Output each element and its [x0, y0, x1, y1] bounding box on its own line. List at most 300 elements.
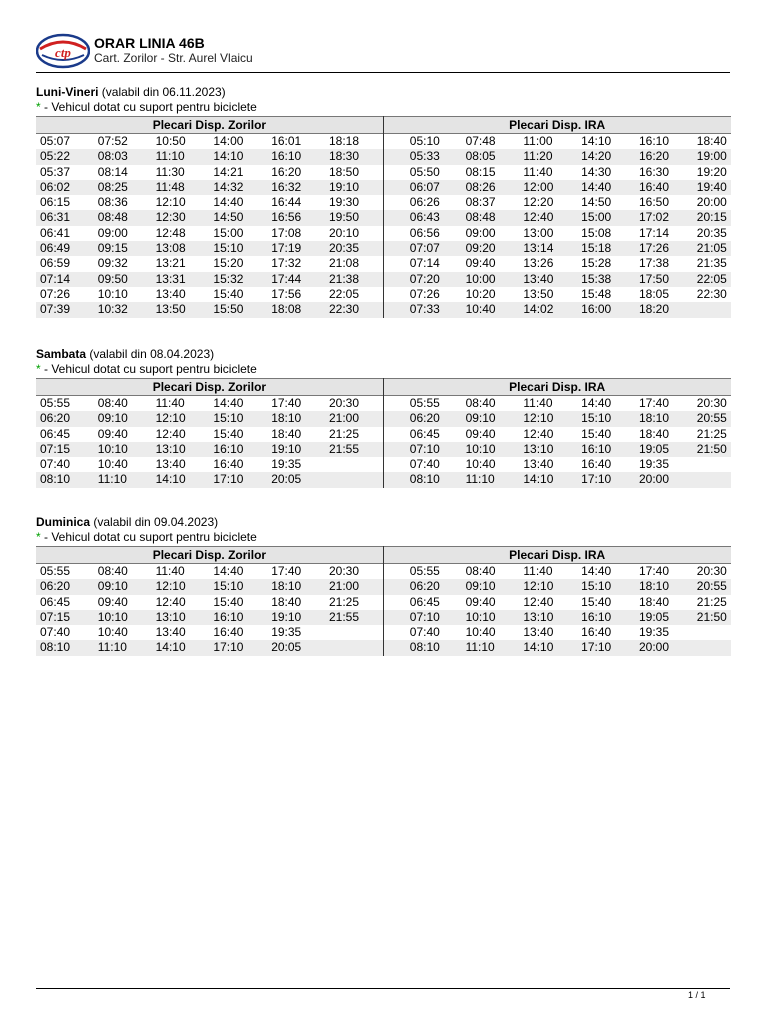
- departure-time: 11:10: [155, 149, 185, 164]
- departure-time: 16:30: [638, 164, 669, 179]
- departure-time: 18:08: [271, 302, 302, 317]
- departure-time: 14:30: [581, 164, 612, 179]
- departure-time: 11:10: [97, 472, 127, 487]
- departure-time: 20:00: [638, 472, 669, 487]
- departure-time: 21:05: [696, 241, 727, 256]
- departure-time: 09:00: [465, 225, 496, 240]
- departure-time: 21:25: [696, 426, 727, 441]
- departure-time: 09:10: [97, 411, 128, 426]
- departure-time: 17:44: [271, 271, 302, 286]
- departure-time: 07:40: [40, 625, 71, 640]
- departure-time: [325, 472, 383, 487]
- departure-time: 18:40: [271, 426, 302, 441]
- table-row: [384, 472, 731, 487]
- departure-time: 16:44: [271, 195, 302, 210]
- table-row: [36, 442, 383, 457]
- bike-note: [36, 100, 730, 115]
- day-label: Luni-Vineri: [36, 85, 99, 99]
- bike-note: [36, 530, 730, 545]
- departure-time: 08:10: [409, 472, 440, 487]
- section-title: [36, 514, 730, 530]
- departure-time: 12:10: [155, 195, 186, 210]
- departure-time: 07:33: [409, 302, 440, 317]
- departure-time: 10:10: [97, 441, 128, 456]
- departure-time: 18:30: [328, 149, 360, 164]
- departure-time: 13:40: [155, 625, 186, 640]
- departure-time: 05:33: [409, 149, 440, 164]
- departure-time: 17:10: [581, 472, 612, 487]
- departure-time: 08:40: [465, 396, 496, 410]
- departure-time: 17:56: [271, 286, 302, 301]
- departure-time: 07:39: [40, 302, 71, 317]
- departure-time: 06:56: [409, 225, 440, 240]
- departure-time: 06:15: [40, 195, 71, 210]
- table-row: [36, 472, 383, 487]
- departure-time: 13:40: [155, 457, 186, 472]
- table-row: [384, 241, 731, 256]
- departure-time: 13:40: [523, 625, 554, 640]
- departure-time: 16:56: [271, 210, 302, 225]
- table-row: [384, 287, 731, 302]
- departure-time: 15:48: [581, 286, 612, 301]
- table-row: [384, 427, 731, 442]
- table-header: Plecari Disp. Zorilor: [36, 378, 383, 396]
- departure-time: 11:10: [465, 640, 495, 655]
- table-row: [384, 411, 731, 426]
- departure-time: 20:30: [696, 564, 727, 578]
- departure-time: 05:50: [409, 164, 440, 179]
- table-row: [36, 165, 383, 180]
- table-row: [36, 256, 383, 271]
- departure-time: 18:10: [638, 579, 669, 594]
- table-row: [36, 226, 383, 241]
- table-header: Plecari Disp. IRA: [384, 378, 731, 396]
- departure-time: 13:10: [523, 441, 554, 456]
- departure-time: 10:32: [97, 302, 128, 317]
- departure-time: 21:00: [328, 411, 360, 426]
- departure-time: 17:02: [638, 210, 669, 225]
- valid-from-label: (valabil din 06.11.2023): [101, 85, 226, 99]
- departure-time: 12:30: [155, 210, 186, 225]
- departure-time: 11:40: [155, 396, 185, 410]
- departure-time: 12:40: [523, 594, 554, 609]
- departure-time: 22:30: [696, 286, 727, 301]
- departure-time: 19:35: [638, 625, 669, 640]
- departure-time: 13:50: [523, 286, 554, 301]
- departure-time: 15:10: [213, 411, 244, 426]
- table-row: [384, 625, 731, 640]
- departure-time: 14:40: [213, 396, 244, 410]
- departure-time: 08:40: [97, 564, 128, 578]
- departure-time: 13:14: [523, 241, 554, 256]
- departure-time: 19:00: [696, 149, 727, 164]
- departure-time: 05:55: [409, 564, 440, 578]
- bike-note-text: - Vehicul dotat cu suport pentru biciclete: [40, 100, 257, 114]
- departure-time: 11:40: [155, 564, 185, 578]
- departure-time: 08:03: [97, 149, 128, 164]
- departure-time: 08:15: [465, 164, 496, 179]
- departure-time: 20:30: [696, 396, 727, 410]
- departure-time: 09:40: [97, 426, 128, 441]
- departure-time: 13:21: [155, 256, 186, 271]
- table-row: [384, 564, 731, 579]
- departure-time: 07:10: [409, 609, 440, 624]
- departure-time: 09:10: [97, 579, 128, 594]
- departure-time: 20:15: [696, 210, 727, 225]
- departure-time: 12:10: [523, 579, 554, 594]
- page-header: [36, 30, 730, 72]
- departure-time: 10:00: [465, 271, 496, 286]
- departure-time: 19:35: [271, 457, 302, 472]
- departure-time: 08:10: [40, 640, 71, 655]
- departure-time: 19:35: [638, 457, 669, 472]
- table-header: Plecari Disp. Zorilor: [36, 546, 383, 564]
- departure-time: 12:40: [155, 426, 186, 441]
- table-row: [384, 610, 731, 625]
- departure-time: 20:55: [696, 411, 727, 426]
- departure-time: 17:40: [638, 564, 669, 578]
- departure-time: 15:28: [581, 256, 612, 271]
- departure-time: 05:37: [40, 164, 71, 179]
- departure-time: 10:10: [465, 441, 496, 456]
- departure-time: 08:48: [465, 210, 496, 225]
- bike-note-star: *: [36, 100, 41, 114]
- departure-time: 17:14: [638, 225, 669, 240]
- departure-time: 06:45: [40, 594, 71, 609]
- departure-time: 19:05: [638, 609, 669, 624]
- departure-time: 13:31: [155, 271, 186, 286]
- departure-time: 13:40: [523, 457, 554, 472]
- departure-time: 07:26: [40, 286, 71, 301]
- departure-time: 06:43: [409, 210, 440, 225]
- departure-time: 07:40: [40, 457, 71, 472]
- departure-time: 06:07: [409, 179, 440, 194]
- departure-time: 07:14: [409, 256, 440, 271]
- departure-time: 09:32: [97, 256, 128, 271]
- table-row: [384, 134, 731, 149]
- departure-time: 07:20: [409, 271, 440, 286]
- departure-time: 20:10: [328, 225, 360, 240]
- departure-time: 05:55: [40, 396, 71, 410]
- departure-time: 10:10: [97, 286, 128, 301]
- departure-time: 19:05: [638, 441, 669, 456]
- departure-time: 21:38: [328, 271, 360, 286]
- departure-time: 14:40: [213, 195, 244, 210]
- departure-time: 15:38: [581, 271, 612, 286]
- departure-time: 09:15: [97, 241, 128, 256]
- departure-time: 15:40: [213, 426, 244, 441]
- departure-time: 10:20: [465, 286, 496, 301]
- departure-time: 09:40: [465, 426, 496, 441]
- departure-time: 08:40: [465, 564, 496, 578]
- departure-time: 06:20: [409, 579, 440, 594]
- departure-time: 20:05: [271, 472, 302, 487]
- bike-note-text: - Vehicul dotat cu suport pentru biciclete: [40, 362, 257, 376]
- departure-time: 20:00: [638, 640, 669, 655]
- departure-time: 08:48: [97, 210, 128, 225]
- departure-time: 16:40: [638, 179, 669, 194]
- departure-time: 16:50: [638, 195, 669, 210]
- departure-time: 10:10: [465, 609, 496, 624]
- departure-time: 05:22: [40, 149, 71, 164]
- departure-time: 10:40: [97, 625, 128, 640]
- departure-time: 06:20: [40, 411, 71, 426]
- departure-time: 18:20: [638, 302, 669, 317]
- departure-time: 17:38: [638, 256, 669, 271]
- departure-time: 12:40: [155, 594, 186, 609]
- departure-time: 11:20: [523, 149, 553, 164]
- departure-time: 06:45: [409, 594, 440, 609]
- departure-time: 06:45: [40, 426, 71, 441]
- departure-time: 15:10: [581, 579, 612, 594]
- departure-time: 06:49: [40, 241, 71, 256]
- departure-time: 14:10: [155, 640, 186, 655]
- departure-time: 07:10: [409, 441, 440, 456]
- table-row: [36, 396, 383, 411]
- svg-text:ctp: ctp: [55, 45, 71, 60]
- bike-note-text: - Vehicul dotat cu suport pentru biciclete: [40, 530, 257, 544]
- departure-time: 05:07: [40, 134, 71, 148]
- departure-time: 14:10: [523, 640, 554, 655]
- departure-time: 16:10: [581, 441, 612, 456]
- departure-time: 16:10: [271, 149, 302, 164]
- valid-from-label: (valabil din 09.04.2023): [93, 515, 219, 529]
- table-row: [384, 195, 731, 210]
- departure-time: 11:40: [523, 396, 553, 410]
- departure-time: 08:14: [97, 164, 128, 179]
- bike-note-star: *: [36, 530, 41, 544]
- departure-time: 13:40: [523, 271, 554, 286]
- departure-time: 20:35: [328, 241, 360, 256]
- departure-time: 15:40: [581, 426, 612, 441]
- departure-time: 14:21: [213, 164, 244, 179]
- departure-time: 14:00: [213, 134, 244, 148]
- departure-time: 12:20: [523, 195, 554, 210]
- departure-time: 16:10: [213, 441, 244, 456]
- table-row: [384, 256, 731, 271]
- schedule-section: [36, 514, 730, 656]
- departure-time: 07:15: [40, 441, 71, 456]
- departure-time: 15:32: [213, 271, 244, 286]
- departure-time: 13:26: [523, 256, 554, 271]
- departure-time: 13:10: [155, 441, 186, 456]
- table-row: [384, 457, 731, 472]
- ira-departures-table: [384, 116, 731, 318]
- departure-time: 18:10: [271, 579, 302, 594]
- table-header: Plecari Disp. IRA: [384, 546, 731, 564]
- departure-time: 16:20: [271, 164, 302, 179]
- table-header: Plecari Disp. Zorilor: [36, 116, 383, 134]
- departure-time: 21:00: [328, 579, 360, 594]
- departure-time: 06:20: [409, 411, 440, 426]
- departure-time: 21:50: [696, 609, 727, 624]
- table-row: [36, 195, 383, 210]
- table-row: [36, 287, 383, 302]
- table-row: [36, 625, 383, 640]
- departure-time: 11:40: [523, 164, 553, 179]
- departure-time: 20:30: [328, 396, 360, 410]
- departure-time: 21:25: [328, 594, 360, 609]
- departure-time: 06:02: [40, 179, 71, 194]
- departure-time: 09:10: [465, 411, 496, 426]
- departure-time: 15:10: [581, 411, 612, 426]
- departure-time: 21:25: [328, 426, 360, 441]
- valid-from-label: (valabil din 08.04.2023): [89, 347, 215, 361]
- table-row: [36, 411, 383, 426]
- departure-time: 18:40: [271, 594, 302, 609]
- footer-divider: [36, 988, 730, 989]
- departure-time: 08:10: [409, 640, 440, 655]
- table-row: [36, 564, 383, 579]
- table-row: [384, 272, 731, 287]
- departure-time: 18:40: [696, 134, 727, 148]
- departure-time: 17:26: [638, 241, 669, 256]
- departure-time: 16:40: [213, 625, 244, 640]
- departure-time: [325, 457, 383, 472]
- departure-time: 14:50: [213, 210, 244, 225]
- departure-time: 15:18: [581, 241, 612, 256]
- departure-time: 17:08: [271, 225, 302, 240]
- table-row: [384, 640, 731, 655]
- departure-time: 16:40: [581, 625, 612, 640]
- departure-time: 14:02: [523, 302, 554, 317]
- departure-time: 13:00: [523, 225, 554, 240]
- departure-time: 20:00: [696, 195, 727, 210]
- departure-time: 14:20: [581, 149, 612, 164]
- header-divider: [36, 72, 730, 73]
- departure-time: 15:08: [581, 225, 612, 240]
- departure-time: 18:10: [638, 411, 669, 426]
- departure-time: 09:40: [465, 256, 496, 271]
- departure-time: 16:40: [213, 457, 244, 472]
- departure-time: 16:00: [581, 302, 612, 317]
- departure-time: 06:26: [409, 195, 440, 210]
- departure-time: 09:40: [97, 594, 128, 609]
- departure-time: 15:40: [213, 594, 244, 609]
- departure-time: 16:40: [581, 457, 612, 472]
- zorilor-departures-table: [36, 546, 384, 656]
- departure-time: 05:55: [409, 396, 440, 410]
- departure-time: 07:52: [97, 134, 128, 148]
- departure-time: 12:10: [155, 579, 186, 594]
- departure-time: 14:10: [581, 134, 612, 148]
- departure-time: 18:40: [638, 594, 669, 609]
- departure-time: 15:40: [581, 594, 612, 609]
- departure-time: 21:08: [328, 256, 360, 271]
- departure-time: 11:10: [97, 640, 127, 655]
- departure-time: 08:05: [465, 149, 496, 164]
- departure-time: 17:40: [638, 396, 669, 410]
- departure-time: 16:32: [271, 179, 302, 194]
- departure-time: 14:40: [581, 179, 612, 194]
- departure-time: [325, 625, 383, 640]
- departure-time: 08:10: [40, 472, 71, 487]
- departure-time: [325, 640, 383, 655]
- table-row: [36, 457, 383, 472]
- table-row: [384, 579, 731, 594]
- departure-time: 22:05: [328, 286, 360, 301]
- departure-time: 19:10: [271, 609, 302, 624]
- departure-time: 09:10: [465, 579, 496, 594]
- departure-time: 11:40: [523, 564, 553, 578]
- departure-time: 15:20: [213, 256, 244, 271]
- bike-note-star: *: [36, 362, 41, 376]
- departure-time: 12:00: [523, 179, 554, 194]
- departure-time: 12:48: [155, 225, 186, 240]
- departure-time: 07:40: [409, 625, 440, 640]
- ira-departures-table: [384, 546, 731, 656]
- departure-time: 14:10: [523, 472, 554, 487]
- departure-time: 14:10: [155, 472, 186, 487]
- table-row: [384, 442, 731, 457]
- departure-time: 14:50: [581, 195, 612, 210]
- departure-time: 17:10: [213, 472, 244, 487]
- departure-time: 18:05: [638, 286, 669, 301]
- table-row: [36, 272, 383, 287]
- departure-time: 11:00: [523, 134, 553, 148]
- table-row: [384, 149, 731, 164]
- departure-time: 16:01: [271, 134, 302, 148]
- departure-time: 21:55: [328, 441, 360, 456]
- departure-time: 10:40: [465, 625, 496, 640]
- departure-time: 11:48: [155, 179, 185, 194]
- departure-time: 10:10: [97, 609, 128, 624]
- departure-time: 14:40: [581, 564, 612, 578]
- table-row: [384, 302, 731, 317]
- departure-time: [673, 302, 731, 317]
- departure-time: 09:00: [97, 225, 128, 240]
- day-label: Sambata: [36, 347, 87, 361]
- departure-time: 08:40: [97, 396, 128, 410]
- day-label: Duminica: [36, 515, 91, 529]
- departure-time: 19:10: [328, 179, 360, 194]
- departure-time: 17:32: [271, 256, 302, 271]
- departure-time: 15:00: [213, 225, 244, 240]
- departure-time: 12:10: [155, 411, 186, 426]
- departure-time: 10:40: [97, 457, 128, 472]
- departure-time: 19:40: [696, 179, 727, 194]
- ira-departures-table: [384, 378, 731, 488]
- departure-time: 13:40: [155, 286, 186, 301]
- schedule-section: [36, 346, 730, 488]
- departure-time: 17:50: [638, 271, 669, 286]
- departure-time: [673, 640, 731, 655]
- departure-time: 15:40: [213, 286, 244, 301]
- departure-time: 12:40: [523, 210, 554, 225]
- departure-time: 18:50: [328, 164, 360, 179]
- departure-time: 07:26: [409, 286, 440, 301]
- departure-time: 16:10: [213, 609, 244, 624]
- departure-time: 21:35: [696, 256, 727, 271]
- departure-time: 08:26: [465, 179, 496, 194]
- departure-time: 10:50: [155, 134, 186, 148]
- table-row: [36, 241, 383, 256]
- zorilor-departures-table: [36, 378, 384, 488]
- page-number: 1 / 1: [688, 990, 706, 1000]
- departure-time: 18:10: [271, 411, 302, 426]
- departure-time: [673, 625, 731, 640]
- departure-time: 19:50: [328, 210, 360, 225]
- table-row: [36, 134, 383, 149]
- table-row: [36, 210, 383, 225]
- table-row: [36, 610, 383, 625]
- departure-time: 09:50: [97, 271, 128, 286]
- departure-time: 09:40: [465, 594, 496, 609]
- departure-time: 09:20: [465, 241, 496, 256]
- departure-time: 14:40: [213, 564, 244, 578]
- departure-time: 07:07: [409, 241, 440, 256]
- section-title: [36, 346, 730, 362]
